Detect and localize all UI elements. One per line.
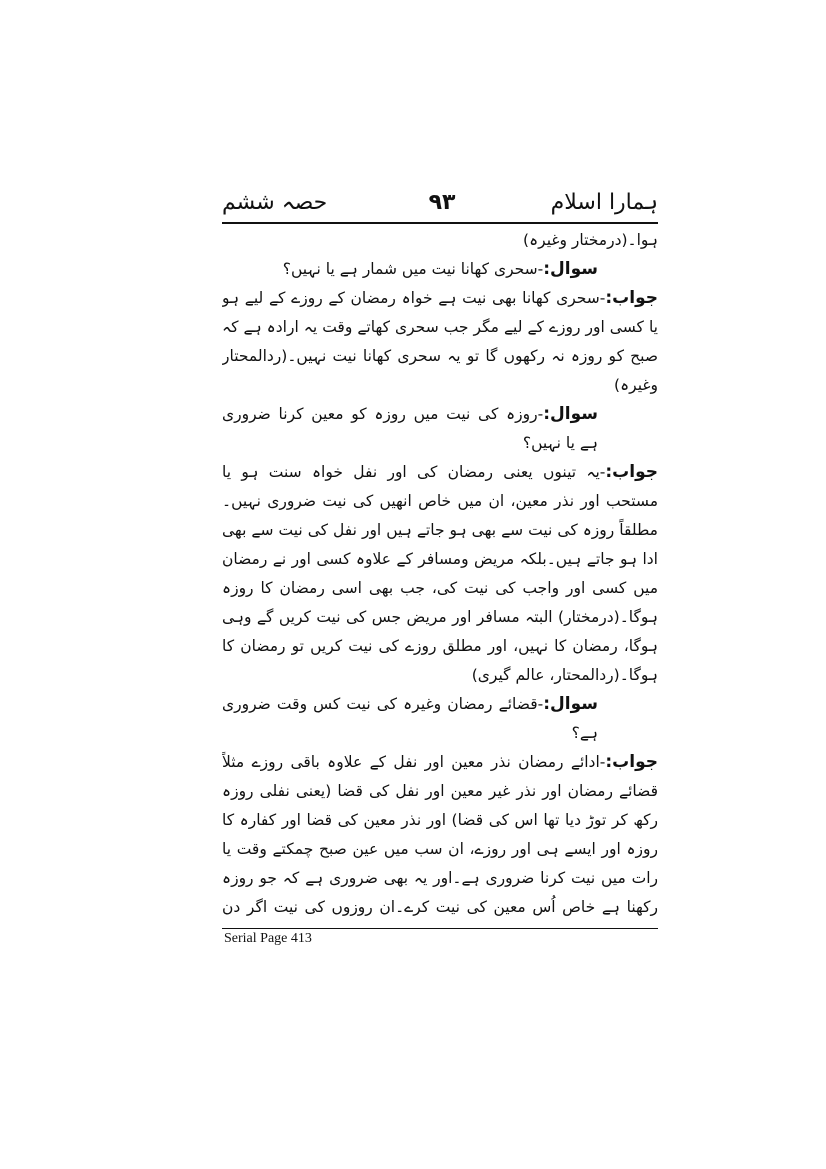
section-title: حصہ ششم (222, 190, 328, 215)
text-paragraph (222, 226, 658, 255)
footer-divider (222, 928, 658, 929)
answer-label: جواب: (605, 752, 658, 772)
answer-text: -ادائے رمضان نذر معین اور نفل کے علاوہ باقی روزے مثلاً قضائے رمضان اور نذر غیر معین اور نفل کی قضا (یعنی نفلی روزہ رکھ کر توڑ دیا تھا اس کی قضا) اور نذر معین کی قضا اور کفارہ کا روزہ اور ایسے ہی اور روزے، ان سب میں عین صبح چمکتے وقت یا رات میں نیت کرنا ضروری ہے۔اور یہ بھی ضروری ہے کہ جو روزہ رکھنا ہے خاص اُس معین کی نیت کرے۔ان روزوں کی نیت اگر دن (222, 753, 658, 916)
serial-page-label: Serial Page 413 (224, 931, 312, 946)
question-label: سوال: (543, 694, 598, 714)
question-text: -روزہ کی نیت میں روزہ کو معین کرنا ضروری ہے یا نہیں؟ (222, 405, 598, 452)
question-paragraph (222, 690, 658, 748)
answer-text: -یہ تینوں یعنی رمضان کی اور نفل خواہ سنت ہو یا مستحب اور نذر معین، ان میں خاص انھیں کی نیت ضروری نہیں۔مطلقاً روزہ کی نیت سے بھی ہو جاتے ہیں اور نفل کی نیت سے بھی ادا ہو جاتے ہیں۔بلکہ مریض ومسافر کے علاوہ کسی اور نے رمضان میں کسی اور واجب کی نیت کی، جب بھی اسی رمضان کا روزہ ہوگا۔(درمختار) البتہ مسافر اور مریض جس کی نیت کریں گے وہی ہوگا، رمضان کا نہیں، اور مطلق روزے کی نیت کریں تو رمضان کا ہوگا۔(ردالمحتار، عالم گیری) (222, 463, 658, 684)
page-body (222, 226, 658, 922)
page-header (222, 188, 658, 220)
answer-text: -سحری کھانا بھی نیت ہے خواہ رمضان کے روزے کے لیے ہو یا کسی اور روزے کے لیے مگر جب سحری کھاتے وقت یہ ارادہ ہے کہ صبح کو روزہ نہ رکھوں گا تو یہ سحری کھانا نیت نہیں۔(ردالمحتار وغیرہ) (222, 289, 658, 394)
question-text: -قضائے رمضان وغیرہ کی نیت کس وقت ضروری ہے؟ (222, 695, 598, 742)
paragraph-text: ہوا۔(درمختار وغیرہ) (523, 231, 658, 249)
answer-paragraph (222, 458, 658, 690)
question-paragraph (222, 255, 658, 284)
page-number: ۹۳ (428, 190, 456, 215)
question-paragraph (222, 400, 658, 458)
answer-paragraph (222, 284, 658, 400)
question-label: سوال: (543, 259, 598, 279)
answer-label: جواب: (605, 288, 658, 308)
answer-label: جواب: (605, 462, 658, 482)
question-label: سوال: (543, 404, 598, 424)
header-divider (222, 222, 658, 224)
answer-paragraph (222, 748, 658, 922)
question-text: -سحری کھانا نیت میں شمار ہے یا نہیں؟ (282, 260, 544, 278)
book-title: ہمارا اسلام (550, 190, 658, 215)
